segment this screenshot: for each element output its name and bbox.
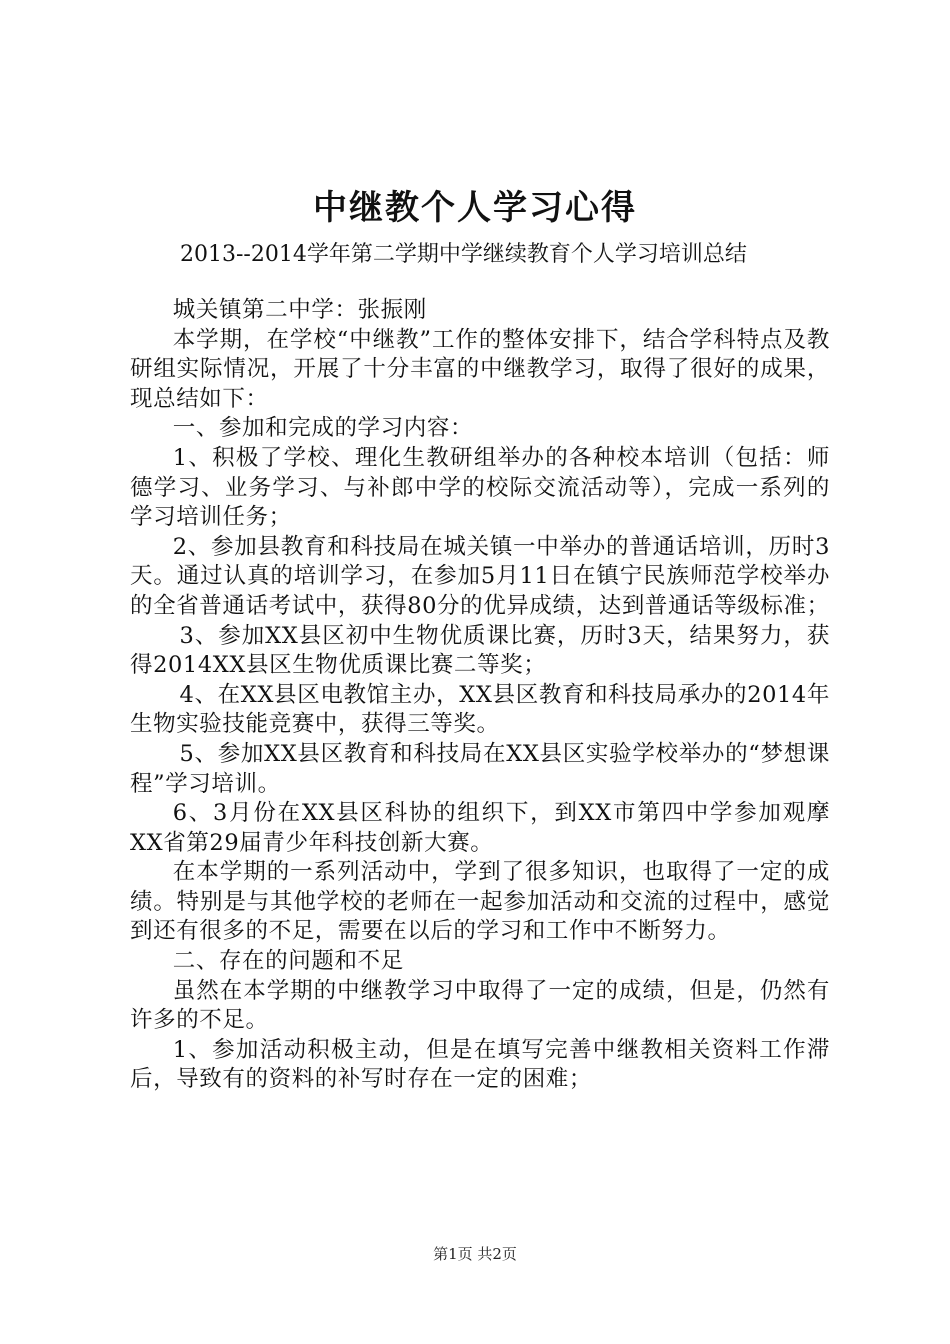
list-item: 3、参加XX县区初中生物优质课比赛，历时3天，结果努力，获得2014XX县区生物优质课比赛二等奖；: [130, 622, 830, 679]
document-subtitle: 2013--2014学年第二学期中学继续教育个人学习培训总结: [180, 242, 747, 267]
list-item: 1、参加活动积极主动，但是在填写完善中继教相关资料工作滞后，导致有的资料的补写时存在一定的困难；: [130, 1036, 830, 1093]
list-item: 2、参加县教育和科技局在城关镇一中举办的普通话培训，历时3天。通过认真的培训学习，在参加5月11日在镇宁民族师范学校举办的全省普通话考试中，获得80分的优异成绩，达到普通话等级标准；: [130, 533, 830, 619]
section-heading: 一、参加和完成的学习内容：: [172, 415, 474, 442]
section-heading: 二、存在的问题和不足: [172, 948, 404, 975]
list-item: 6、3月份在XX县区科协的组织下，到XX市第四中学参加观摩XX省第29届青少年科技创新大赛。: [130, 800, 830, 856]
paragraph: 虽然在本学期的中继教学习中取得了一定的成绩，但是，仍然有许多的不足。: [130, 977, 830, 1034]
document-title: 中继教个人学习心得: [313, 188, 637, 228]
page-footer: 第1页 共2页: [433, 1245, 517, 1263]
paragraph: 本学期，在学校“中继教”工作的整体安排下，结合学科特点及教研组实际情况，开展了十分丰富的中继教学习，取得了很好的成果，现总结如下：: [130, 326, 830, 412]
list-item: 5、参加XX县区教育和科技局在XX县区实验学校举办的“梦想课程”学习培训。: [130, 740, 830, 797]
document-body: [130, 296, 830, 1095]
paragraph: 在本学期的一系列活动中，学到了很多知识，也取得了一定的成绩。特别是与其他学校的老师在一起参加活动和交流的过程中，感觉到还有很多的不足，需要在以后的学习和工作中不断努力。: [130, 859, 830, 945]
author-line: 城关镇第二中学：张振刚: [172, 297, 427, 323]
list-item: 4、在XX县区电教馆主办，XX县区教育和科技局承办的2014年生物实验技能竞赛中，获得三等奖。: [130, 681, 830, 738]
list-item: 1、积极了学校、理化生教研组举办的各种校本培训（包括：师德学习、业务学习、与补郎中学的校际交流活动等），完成一系列的学习培训任务；: [130, 444, 830, 531]
